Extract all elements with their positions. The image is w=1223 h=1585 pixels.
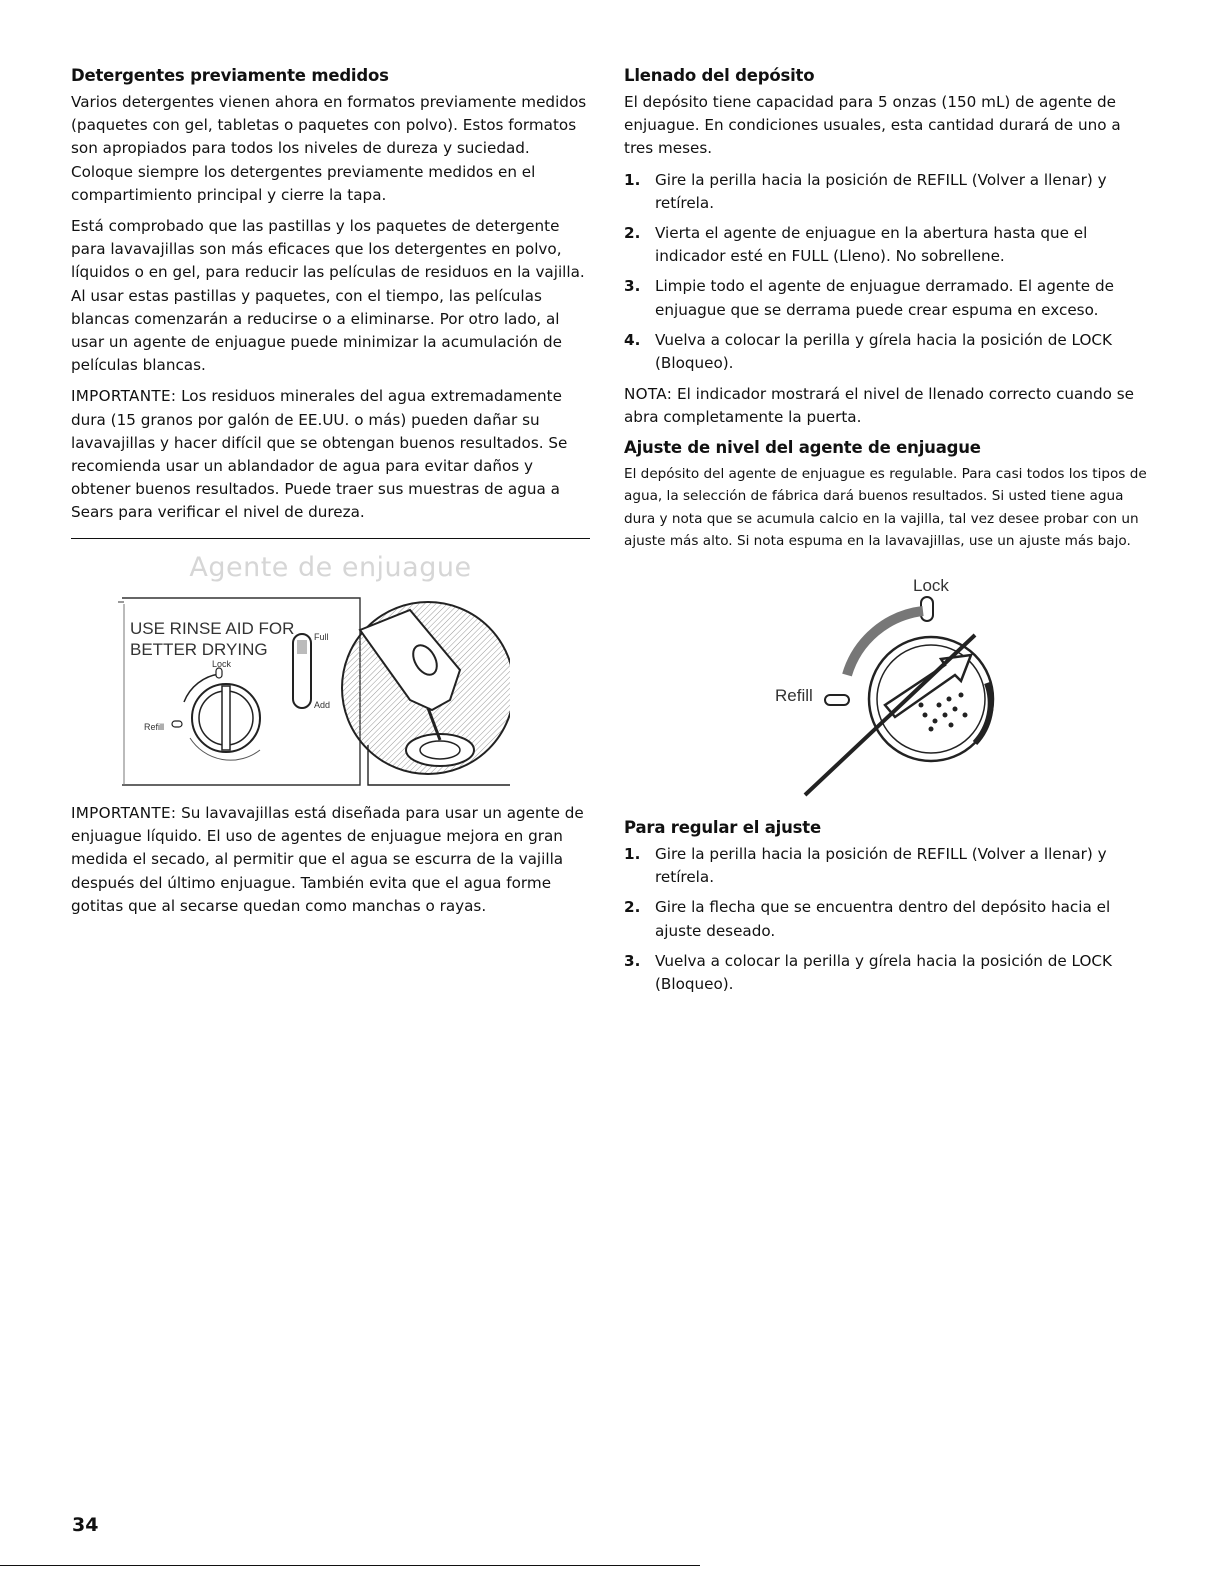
paragraph-capacity: El depósito tiene capacidad para 5 onzas (150 mL) de agente de enjuague. En condiciones usuales, esta cantidad durará de uno a tres meses.	[624, 93, 1121, 158]
rinse-aid-text: Su lavavajillas está diseñada para usar un agente de enjuague líquido. El uso de agentes de enjuague mejora en gran medida el secado, al permitir que el agua se escurra de la vajilla después del último enjuague. También evita que el agua forme gotitas que al secarse quedan como manchas o rayas.	[71, 804, 584, 915]
right-column	[624, 66, 1149, 561]
list-item: 1. Gire la perilla hacia la posición de REFILL (Volver a llenar) y retírela.	[624, 170, 1107, 212]
list-item: 2. Vierta el agente de enjuague en la abertura hasta que el indicador esté en FULL (Lleno). No sobrellene.	[624, 224, 1088, 266]
heading-premeasured-detergents: Detergentes previamente medidos	[71, 66, 389, 85]
note-label: NOTA:	[624, 385, 673, 404]
list-item: 3. Vuelva a colocar la perilla y gírela hacia la posición de LOCK (Bloqueo).	[624, 951, 1112, 994]
rinse-aid-dispenser-illustration	[110, 590, 510, 790]
paragraph-note: NOTA: El indicador mostrará el nivel de llenado correcto cuando se abra completamente la puerta.	[624, 385, 1135, 427]
use-rinse-aid-text-2: BETTER DRYING	[130, 640, 268, 659]
add-label: Add	[314, 700, 331, 710]
list-item: 1. Gire la perilla hacia la posición de REFILL (Volver a llenar) y retírela.	[624, 845, 1107, 887]
fill-steps-list	[624, 169, 1149, 376]
heading-regulate-setting: Para regular el ajuste	[624, 818, 821, 837]
paragraph-premeasured: Varios detergentes vienen ahora en formatos previamente medidos (paquetes con gel, tabletas o paquetes con polvo). Estos formatos son apropiados para todos los niveles de dureza y suciedad. Coloque siempre los detergentes previamente medidos en el compartimiento principal y cierre la tapa.	[71, 93, 587, 204]
list-item: 3. Limpie todo el agente de enjuague derramado. El agente de enjuague que se derrama puede crear espuma en exceso.	[624, 277, 1114, 319]
paragraph-rinse-aid-importance	[71, 802, 591, 918]
footer-rule	[0, 1565, 700, 1566]
list-item: 2. Gire la flecha que se encuentra dentro del depósito hacia el ajuste deseado.	[624, 898, 1111, 940]
important-label: IMPORTANTE:	[71, 387, 177, 406]
section-divider	[71, 538, 590, 539]
paragraph-adjustable: El depósito del agente de enjuague es regulable. Para casi todos los tipos de agua, la selección de fábrica dará buenos resultados. Si usted tiene agua dura y nota que se acumula calcio en la vajilla, tal vez desee probar con un ajuste más alto. Si nota espuma en la lavavajillas, use un ajuste más bajo.	[624, 465, 1147, 550]
left-column	[71, 66, 591, 533]
heading-adjust-level: Ajuste de nivel del agente de enjuague	[624, 437, 981, 457]
paragraph-tablets: Está comprobado que las pastillas y los paquetes de detergente para lavavajillas son más eficaces que los detergentes en polvo, líquidos o en gel, para reducir las películas de residuos en la vajilla. Al usar estas pastillas y paquetes, con el tiempo, las películas blancas comenzarán a reducirse o a eliminarse. Por otro lado, al usar un agente de enjuague puede minimizar la acumulación de películas blancas.	[71, 217, 585, 375]
refill-label-small: Refill	[144, 722, 165, 732]
right-column-lower	[624, 818, 1149, 1004]
full-label: Full	[314, 632, 329, 642]
lock-label-small: Lock	[212, 659, 232, 669]
adjust-steps-list	[624, 843, 1149, 996]
paragraph-hard-water	[71, 385, 591, 524]
heading-filling-dispenser: Llenado del depósito	[624, 66, 815, 85]
section-title-rinse-aid: Agente de enjuague	[189, 552, 472, 583]
important-label-2: IMPORTANTE:	[71, 804, 177, 822]
page-number: 34	[72, 1514, 99, 1536]
use-rinse-aid-text-1: USE RINSE AID FOR	[130, 619, 295, 638]
list-item: 4. Vuelva a colocar la perilla y gírela hacia la posición de LOCK (Bloqueo).	[624, 330, 1112, 373]
hard-water-text: Los residuos minerales del agua extremadamente dura (15 granos por galón de EE.UU. o más) pueden dañar su lavavajillas y hacer difícil que se obtengan buenos resultados. Se recomienda usar un ablandador de agua para evitar daños y obtener buenos resultados. Puede traer sus muestras de agua a Sears para verificar el nivel de dureza.	[71, 387, 568, 522]
adjustment-dial-illustration	[765, 575, 1015, 805]
refill-label: Refill	[775, 686, 813, 705]
left-column-lower	[71, 802, 591, 926]
lock-label: Lock	[913, 576, 949, 595]
